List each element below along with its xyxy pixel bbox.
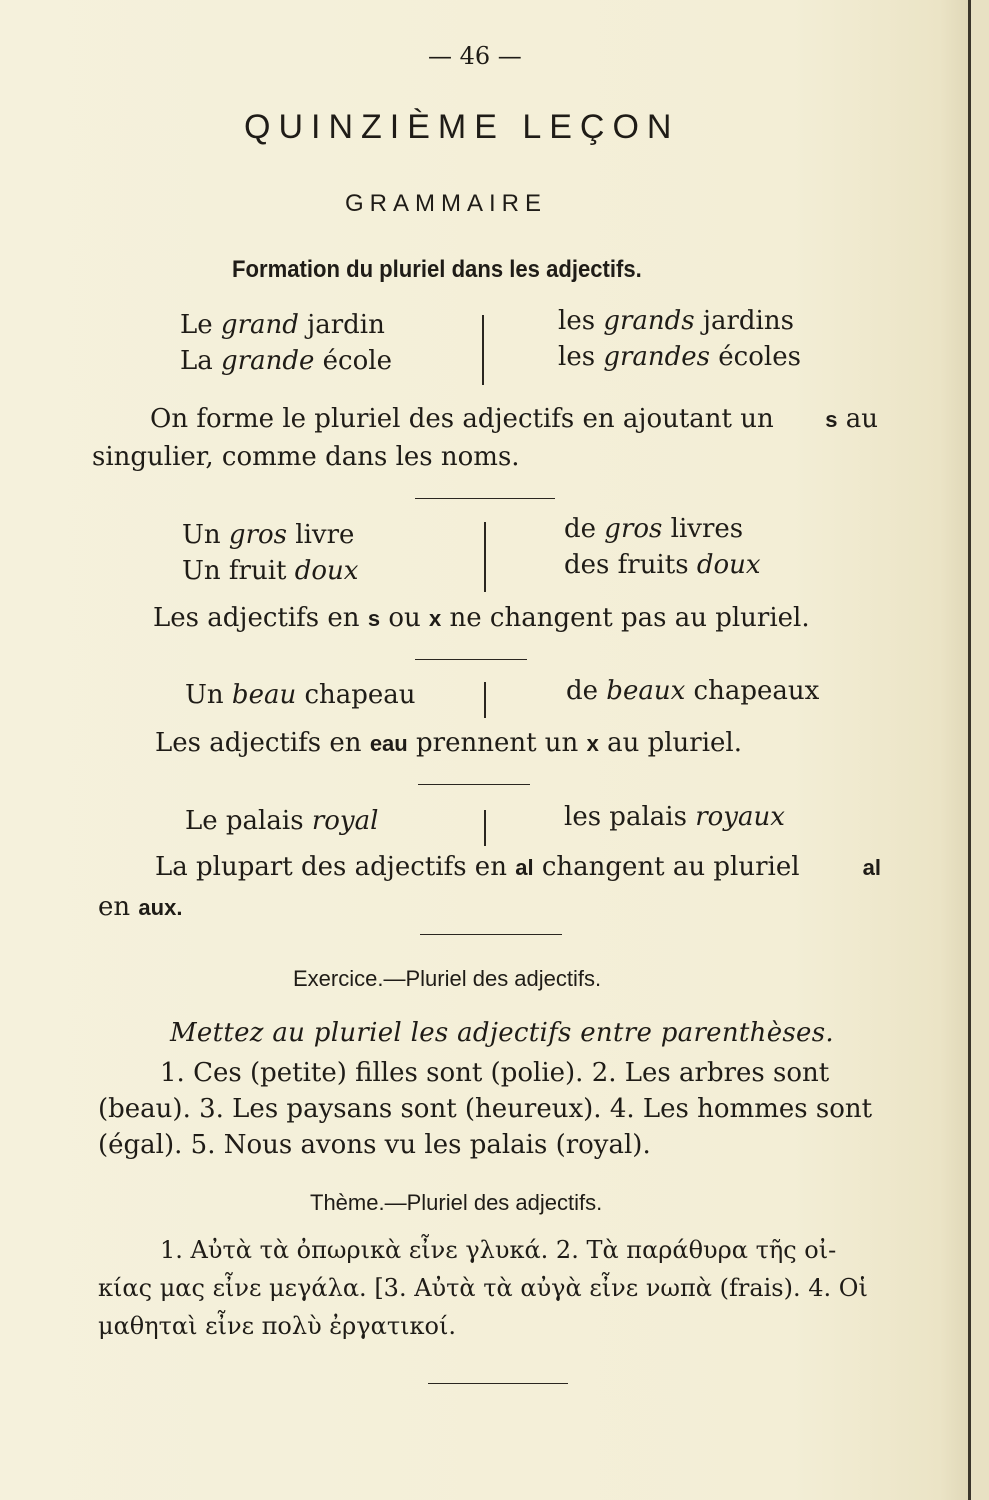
example-left-1: Le grand jardin	[180, 310, 385, 340]
exercise-line: 1. Ces (petite) filles sont (polie). 2. Les arbres sont	[160, 1058, 830, 1088]
theme-line: κίας μας εἶνε μεγάλα. [3. Αὐτὰ τὰ αὐγὰ εἶνε νωπὰ (frais). 4. Οἱ	[98, 1274, 868, 1302]
rule-text-1-cont: singulier, comme dans les noms.	[92, 442, 520, 472]
rule-text-4-cont: en aux.	[98, 892, 183, 922]
exercise-instruction: Mettez au pluriel les adjectifs entre parenthèses.	[170, 1018, 834, 1048]
page-edge	[971, 0, 989, 1500]
page-number: — 46 —	[428, 42, 522, 70]
separator-rule	[415, 498, 555, 499]
separator-rule	[420, 934, 562, 935]
rule-text-1: On forme le pluriel des adjectifs en ajoutant un s au	[150, 404, 878, 434]
section-title: GRAMMAIRE	[345, 190, 548, 217]
rule-text-4: La plupart des adjectifs en al changent au pluriel al	[155, 852, 881, 882]
exercise-line: (égal). 5. Nous avons vu les palais (royal).	[98, 1130, 651, 1160]
separator-rule	[428, 1383, 568, 1384]
column-divider	[484, 682, 486, 718]
column-divider	[482, 315, 484, 385]
example-left-1: Un gros livre	[182, 520, 355, 550]
example-right-1: de beaux chapeaux	[566, 676, 820, 706]
column-divider	[484, 810, 486, 846]
example-left-2: Un fruit doux	[182, 556, 359, 586]
example-left-2: La grande école	[180, 346, 392, 376]
example-right-1: de gros livres	[564, 514, 744, 544]
exercise-heading: Exercice.—Pluriel des adjectifs.	[293, 966, 602, 991]
separator-rule	[415, 659, 527, 660]
example-right-2: des fruits doux	[564, 550, 761, 580]
binding-line	[968, 0, 971, 1500]
example-left-1: Un beau chapeau	[185, 680, 416, 710]
example-right-1: les grands jardins	[558, 306, 794, 336]
theme-heading: Thème.—Pluriel des adjectifs.	[310, 1190, 603, 1215]
lesson-title: QUINZIÈME LEÇON	[244, 108, 680, 146]
theme-line: μαθηταὶ εἶνε πολὺ ἐργατικοί.	[98, 1312, 457, 1340]
example-right-2: les grandes écoles	[558, 342, 801, 372]
rule-heading: Formation du pluriel dans les adjectifs.	[232, 256, 642, 283]
rule-text-2: Les adjectifs en s ou x ne changent pas au pluriel.	[153, 603, 810, 633]
example-left-1: Le palais royal	[185, 806, 379, 836]
separator-rule	[418, 784, 530, 785]
exercise-line: (beau). 3. Les paysans sont (heureux). 4. Les hommes sont	[98, 1094, 873, 1124]
theme-line: 1. Αὐτὰ τὰ ὀπωρικὰ εἶνε γλυκά. 2. Τὰ παράθυρα τῆς οἰ-	[160, 1236, 837, 1264]
example-right-1: les palais royaux	[564, 802, 785, 832]
rule-text-3: Les adjectifs en eau prennent un x au pluriel.	[155, 728, 743, 758]
column-divider	[484, 522, 486, 592]
